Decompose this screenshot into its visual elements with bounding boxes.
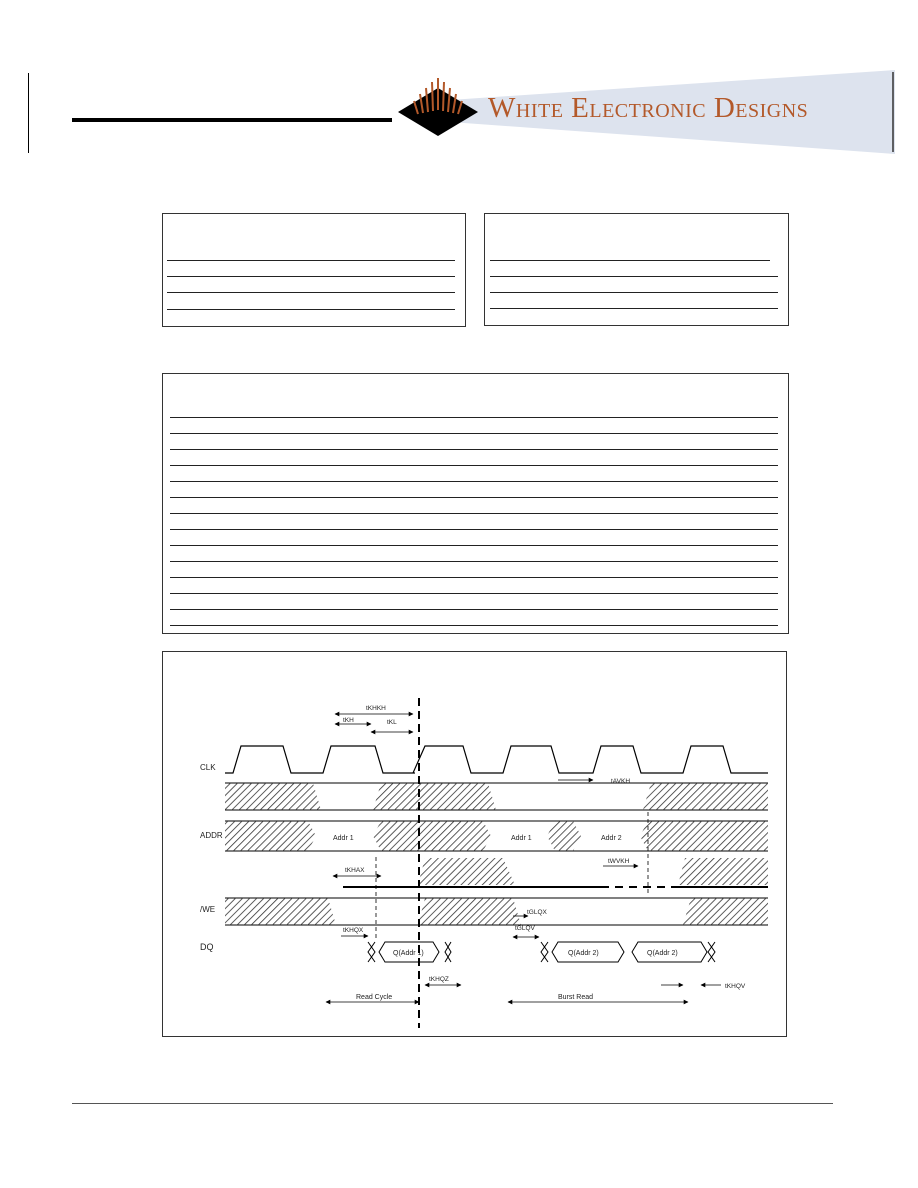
table-box-main xyxy=(162,373,789,634)
table-rule xyxy=(167,292,455,293)
table-rule xyxy=(490,276,778,277)
timing-diagram xyxy=(162,651,787,1037)
dq-bus xyxy=(225,898,768,925)
tkhax-label: tKHAX xyxy=(345,867,365,874)
table-rule xyxy=(170,593,778,594)
tkh-label: tKH xyxy=(343,717,354,724)
tglqx-label: tGLQX xyxy=(527,909,547,916)
tkhqz-label: tKHQZ xyxy=(429,976,449,983)
table-rule xyxy=(490,260,770,261)
footer-rule xyxy=(72,1103,833,1104)
tkhqv-label: tKHQV xyxy=(725,983,746,990)
qaddr2-first-label: Q(Addr 2) xyxy=(568,950,599,957)
tkl-label: tKL xyxy=(387,719,397,726)
tavkh-label: tAVKH xyxy=(611,778,631,785)
signal-label-addr: ADDR xyxy=(200,831,223,840)
table-rule xyxy=(170,433,778,434)
addr-bus-2 xyxy=(225,821,768,851)
qaddr1-label: Q(Addr 1) xyxy=(393,950,424,957)
tcyc-label: tKHKH xyxy=(366,705,386,712)
table-rule xyxy=(167,276,455,277)
table-rule xyxy=(170,481,778,482)
table-rule xyxy=(170,545,778,546)
table-rule xyxy=(170,577,778,578)
tglqv-label: tGLQV xyxy=(515,925,535,932)
twvkh-label: tWVKH xyxy=(608,858,630,865)
addr1b-label: Addr 1 xyxy=(511,835,532,842)
table-rule xyxy=(170,625,778,626)
timing-arrows xyxy=(326,714,721,1002)
brand-name: White Electronic Designs xyxy=(488,92,809,124)
table-rule xyxy=(167,260,455,261)
addr2-label: Addr 2 xyxy=(601,835,622,842)
table-rule xyxy=(170,417,778,418)
table-box-left xyxy=(162,213,466,327)
burst-read-label: Burst Read xyxy=(558,994,594,1001)
signal-label-we: /WE xyxy=(200,905,216,914)
clk-waveform xyxy=(225,746,768,773)
header-bar xyxy=(72,118,392,122)
addr1-label: Addr 1 xyxy=(333,835,354,842)
table-rule xyxy=(170,513,778,514)
table-rule xyxy=(170,529,778,530)
table-box-right xyxy=(484,213,789,326)
table-rule xyxy=(490,308,778,309)
timing-diagram-svg xyxy=(163,652,786,1036)
left-margin-rule xyxy=(28,73,29,153)
addr-bus xyxy=(225,783,768,810)
read-cycle-label: Read Cycle xyxy=(356,994,393,1001)
signal-label-clk: CLK xyxy=(200,763,216,772)
table-rule xyxy=(170,497,778,498)
table-rule xyxy=(170,449,778,450)
table-rule xyxy=(170,465,778,466)
table-rule xyxy=(170,561,778,562)
table-rule xyxy=(167,309,455,310)
we-signal xyxy=(343,858,768,887)
tkhqx-label: tKHQX xyxy=(343,927,364,934)
table-rule xyxy=(490,292,778,293)
table-rule xyxy=(170,609,778,610)
signal-label-dq: DQ xyxy=(200,942,214,952)
company-logo-icon xyxy=(396,74,480,138)
qaddr2-second-label: Q(Addr 2) xyxy=(647,950,678,957)
